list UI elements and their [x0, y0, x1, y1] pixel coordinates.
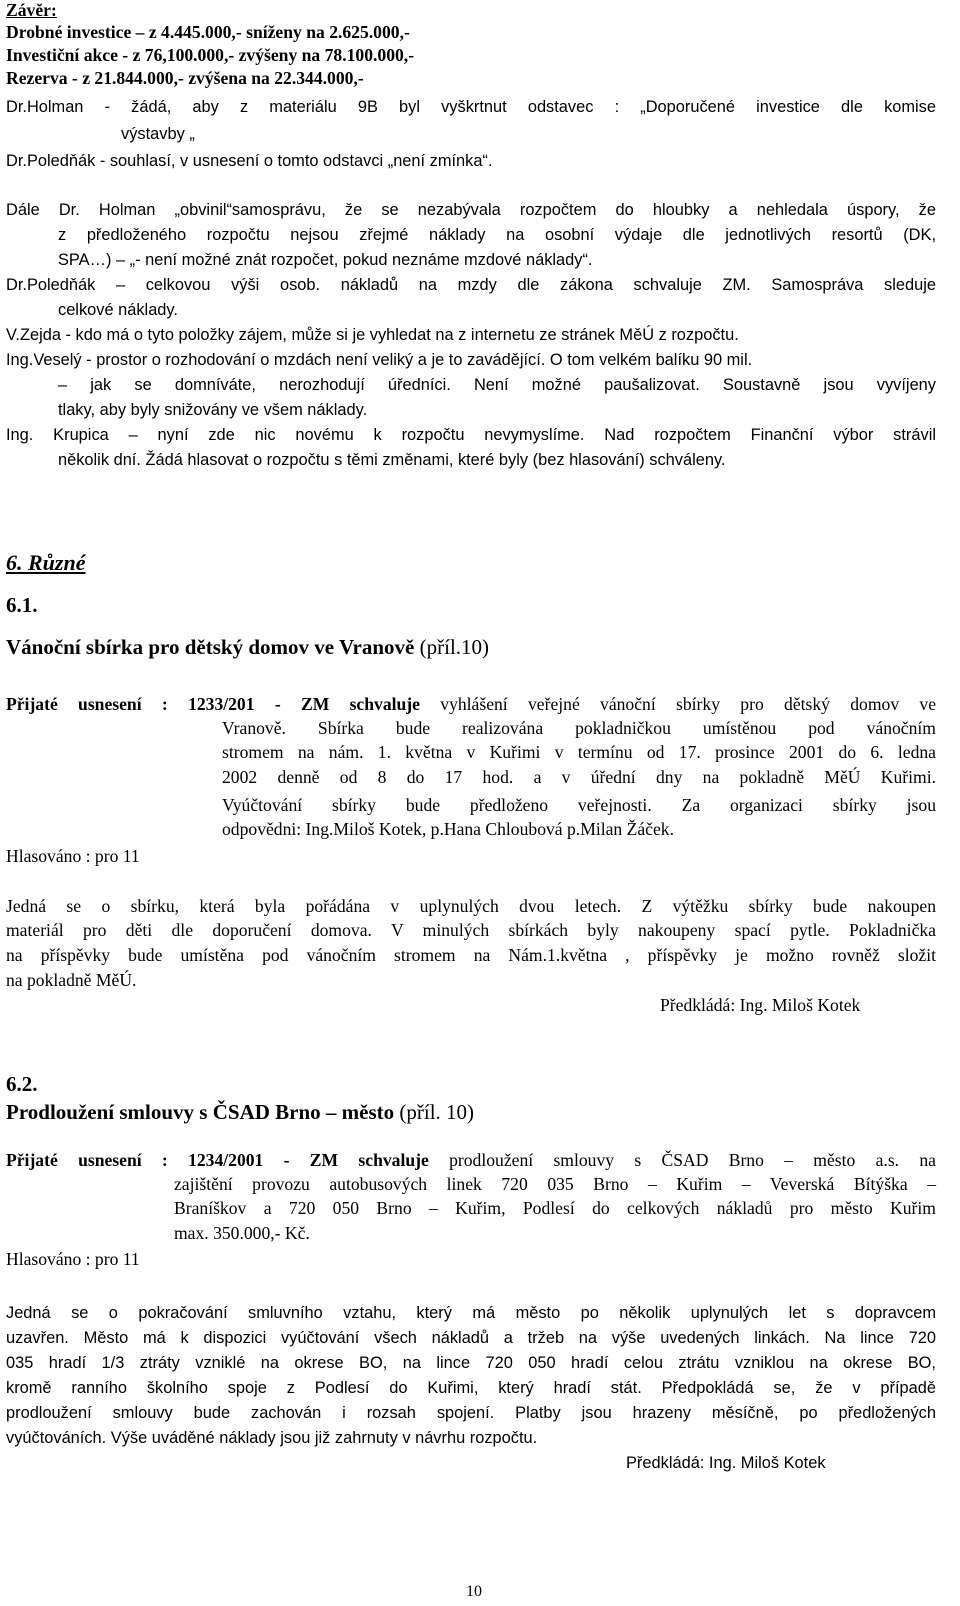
item-number: 6.2.: [6, 1072, 38, 1096]
vote-result: Hlasováno : pro 11: [6, 1249, 140, 1269]
resolution-line: zajištění provozu autobusových linek 720 035 Brno – Kuřim – Veverská Bítýška –: [174, 1174, 936, 1194]
item-title-attachment: (příl. 10): [399, 1100, 475, 1124]
resolution-line: [6, 1149, 936, 1171]
conclusion-line: výstavby „: [121, 125, 195, 143]
paragraph-line: Jedná se o pokračování smluvního vztahu, který má město po několik uplynulých let s dopravcem: [6, 1304, 936, 1322]
paragraph-line: materiál pro děti dle doporučení domova. V minulých sbírkách byly nakoupeny spací pytle. Pokladnička: [6, 920, 936, 940]
discussion-line: několik dní. Žádá hlasovat o rozpočtu s těmi změnami, které byly (bez hlasování) schváleny.: [58, 451, 726, 469]
item-number: 6.1.: [6, 593, 38, 617]
resolution-label: Přijaté usnesení :: [6, 1150, 168, 1170]
conclusion-line: Dr.Holman - žádá, aby z materiálu 9B byl vyškrtnut odstavec : „Doporučené investice dle komise: [6, 98, 936, 116]
item-title-row: [6, 1101, 474, 1123]
section-heading: 6. Různé: [6, 550, 86, 575]
paragraph-line: Jedná se o sbírku, která byla pořádána v uplynulých dvou letech. Z výtěžku sbírky bude nakoupen: [6, 896, 936, 916]
resolution-line: stromem na nám. 1. května v Kuřimi v termínu od 17. prosince 2001 do 6. ledna: [222, 742, 936, 762]
discussion-line: tlaky, aby byly snižovány ve všem náklady.: [58, 401, 368, 419]
conclusion-line: Dr.Poledňák - souhlasí, v usnesení o tomto odstavci „není zmínka“.: [6, 152, 493, 170]
discussion-line: z předloženého rozpočtu nejsou zřejmé náklady na osobní výdaje dle jednotlivých resortů (DK,: [58, 226, 936, 244]
resolution-text: vyhlášení veřejné vánoční sbírky pro dětský domov ve: [440, 694, 937, 714]
item-title: Vánoční sbírka pro dětský domov ve Vranově: [6, 635, 415, 659]
presenter: Předkládá: Ing. Miloš Kotek: [660, 995, 861, 1015]
conclusion-heading: Závěr:: [6, 0, 57, 20]
resolution-number: 1233/201 - ZM schvaluje: [188, 694, 420, 714]
presenter: Předkládá: Ing. Miloš Kotek: [626, 1454, 826, 1472]
resolution-line: 2002 denně od 8 do 17 hod. a v úřední dny na pokladně MěÚ Kuřimi.: [222, 767, 936, 787]
paragraph-line: na pokladně MěÚ.: [6, 970, 137, 990]
page-number: 10: [466, 1583, 482, 1600]
resolution-line: Vyúčtování sbírky bude předloženo veřejnosti. Za organizaci sbírky jsou: [222, 795, 936, 815]
discussion-line: Dále Dr. Holman „obvinil“samosprávu, že se nezabývala rozpočtem do hloubky a nehledala úspory, že: [6, 201, 936, 219]
paragraph-line: prodloužení smlouvy bude zachován i rozsah spojení. Platby jsou hrazeny měsíčně, po předložených: [6, 1404, 936, 1422]
conclusion-line: Rezerva - z 21.844.000,- zvýšena na 22.344.000,-: [6, 68, 364, 88]
resolution-line: [6, 693, 936, 715]
discussion-line: Dr.Poledňák – celkovou výši osob. nákladů na mzdy dle zákona schvaluje ZM. Samospráva sleduje: [6, 276, 936, 294]
resolution-label: Přijaté usnesení :: [6, 694, 168, 714]
item-title-attachment: (příl.10): [419, 635, 490, 659]
conclusion-line: Drobné investice – z 4.445.000,- sníženy na 2.625.000,-: [6, 22, 410, 42]
discussion-line: SPA…) – „- není možné znát rozpočet, pokud neznáme mzdové náklady“.: [58, 251, 593, 269]
conclusion-line: Investiční akce - z 76,100.000,- zvýšeny na 78.100.000,-: [6, 45, 415, 65]
resolution-line: max. 350.000,- Kč.: [174, 1223, 310, 1243]
item-title: Prodloužení smlouvy s ČSAD Brno – město: [6, 1100, 395, 1124]
resolution-line: Vranově. Sbírka bude realizována pokladničkou umístěnou pod vánočním: [222, 718, 936, 738]
paragraph-line: uzavřen. Město má k dispozici vyúčtování všech nákladů a tržeb na výše uvedených linkách. Na lince 720: [6, 1329, 936, 1347]
discussion-line: Ing.Veselý - prostor o rozhodování o mzdách není veliký a je to zavádějící. O tom velkém balíku 90 mil.: [6, 351, 753, 369]
discussion-line: Ing. Krupica – nyní zde nic novému k rozpočtu nevymyslíme. Nad rozpočtem Finanční výbor strávil: [6, 426, 936, 444]
vote-result: Hlasováno : pro 11: [6, 846, 140, 866]
resolution-text: prodloužení smlouvy s ČSAD Brno – město a.s. na: [449, 1150, 936, 1170]
discussion-line: V.Zejda - kdo má o tyto položky zájem, může si je vyhledat na z internetu ze stránek MěÚ z rozpočtu.: [6, 326, 739, 344]
item-title-row: [6, 636, 489, 658]
paragraph-line: kromě ranního školního spoje z Podlesí do Kuřimi, který hradí stát. Předpokládá se, že v případě: [6, 1379, 936, 1397]
paragraph-line: vyúčtováních. Výše uváděné náklady jsou již zahrnuty v návrhu rozpočtu.: [6, 1429, 538, 1447]
paragraph-line: 035 hradí 1/3 ztráty vzniklé na okrese BO, na lince 720 050 hradí celou ztrátu vzniklou na okrese BO,: [6, 1354, 936, 1372]
resolution-number: 1234/2001 - ZM schvaluje: [188, 1150, 429, 1170]
resolution-line: Braníškov a 720 050 Brno – Kuřim, Podlesí do celkových nákladů pro město Kuřim: [174, 1198, 936, 1218]
paragraph-line: na příspěvky bude umístěna pod vánočním stromem na Nám.1.května , příspěvky je možno rovněž složit: [6, 945, 936, 965]
resolution-line: odpovědni: Ing.Miloš Kotek, p.Hana Chloubová p.Milan Žáček.: [222, 819, 674, 839]
discussion-line: – jak se domníváte, nerozhodují úředníci. Není možné paušalizovat. Soustavně jsou vyvíjeny: [58, 376, 936, 394]
discussion-line: celkové náklady.: [58, 301, 178, 319]
